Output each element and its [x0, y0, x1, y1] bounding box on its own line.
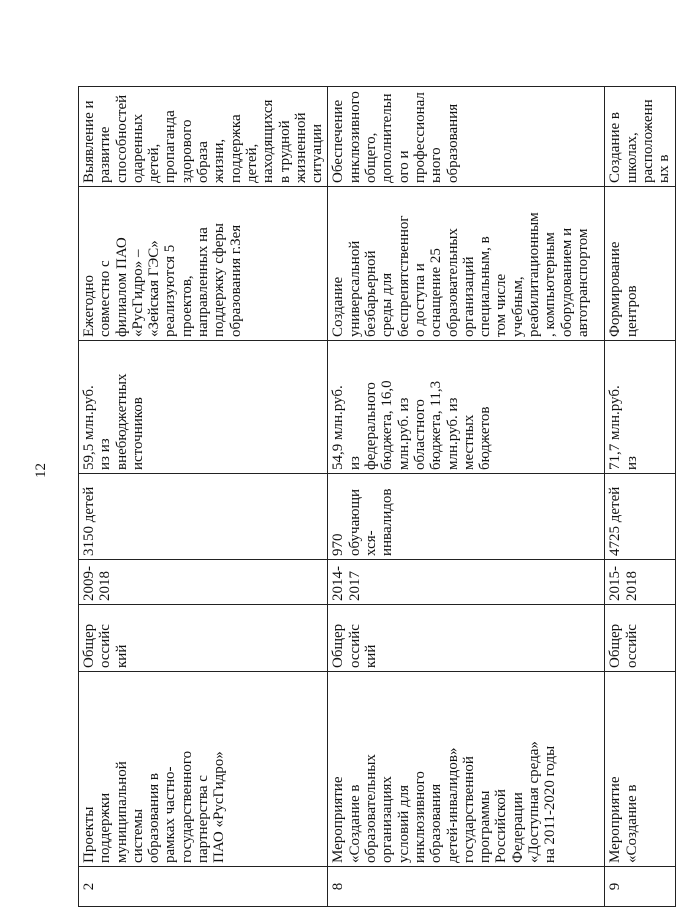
- goal-cell: Обеспечение инклюзивного общего, дополнительного и профессионального образования: [328, 87, 605, 187]
- result-cell: Формирование центров: [605, 187, 675, 341]
- rotated-content: [78, 87, 673, 907]
- goal-cell: Выявление и развитие способностей одаренных детей, пропаганда здорового образа жизни, поддержка детей, находящихся в трудной жизненной ситуации: [79, 87, 328, 187]
- funding-cell: 71,7 млн.руб. из: [605, 341, 675, 474]
- page-number: 12: [33, 463, 49, 478]
- coverage-cell: 970 обучающи хся- инвалидов: [328, 474, 605, 560]
- level-cell: Общер оссийс: [605, 605, 675, 672]
- event-cell: Проекты поддержки муниципальной системы образования в рамках частно- государственного партнерства с ПАО «РусГидро»: [79, 672, 328, 867]
- coverage-cell: 3150 детей: [79, 474, 328, 560]
- row-number-cell: 8: [328, 867, 605, 907]
- period-cell: 2015- 2018: [605, 560, 675, 605]
- row-number-cell: 2: [79, 867, 328, 907]
- funding-cell: 54,9 млн.руб. из федерального бюджета, 16,0 млн.руб. из областного бюджета, 11,3 млн.руб. из местных бюджетов: [328, 341, 605, 474]
- goal-cell: Создание в школах, расположенных в: [605, 87, 675, 187]
- table-row: [605, 87, 675, 907]
- result-cell: Создание универсальной безбарьерной среды для беспрепятственног о доступа и оснащение 25 образовательных организаций специальным, в том числе учебным, реабилитационным , компьютерным оборудованием и автотранспортом: [328, 187, 605, 341]
- event-cell: Мероприятие «Создание в образовательных организациях условий для инклюзивного образования детей-инвалидов» государственной программы Российской Федерации «Доступная среда» на 2011-2020 годы: [328, 672, 605, 867]
- table-row: [328, 87, 605, 907]
- coverage-cell: 4725 детей: [605, 474, 675, 560]
- level-cell: Общер оссийс кий: [79, 605, 328, 672]
- funding-cell: 59,5 млн.руб. из из внебюджетных источников: [79, 341, 328, 474]
- event-cell: Мероприятие «Создание в: [605, 672, 675, 867]
- period-cell: 2009- 2018: [79, 560, 328, 605]
- document-table-wrapper: [78, 87, 673, 907]
- level-cell: Общер оссийс кий: [328, 605, 605, 672]
- period-cell: 2014- 2017: [328, 560, 605, 605]
- programs-table: [78, 86, 676, 907]
- result-cell: Ежегодно совместно с филиалом ПАО «РусГидро» – «Зейская ГЭС» реализуются 5 проектов, направленных на поддержку сферы образования г.Зея: [79, 187, 328, 341]
- row-number-cell: 9: [605, 867, 675, 907]
- table-row: [79, 87, 328, 907]
